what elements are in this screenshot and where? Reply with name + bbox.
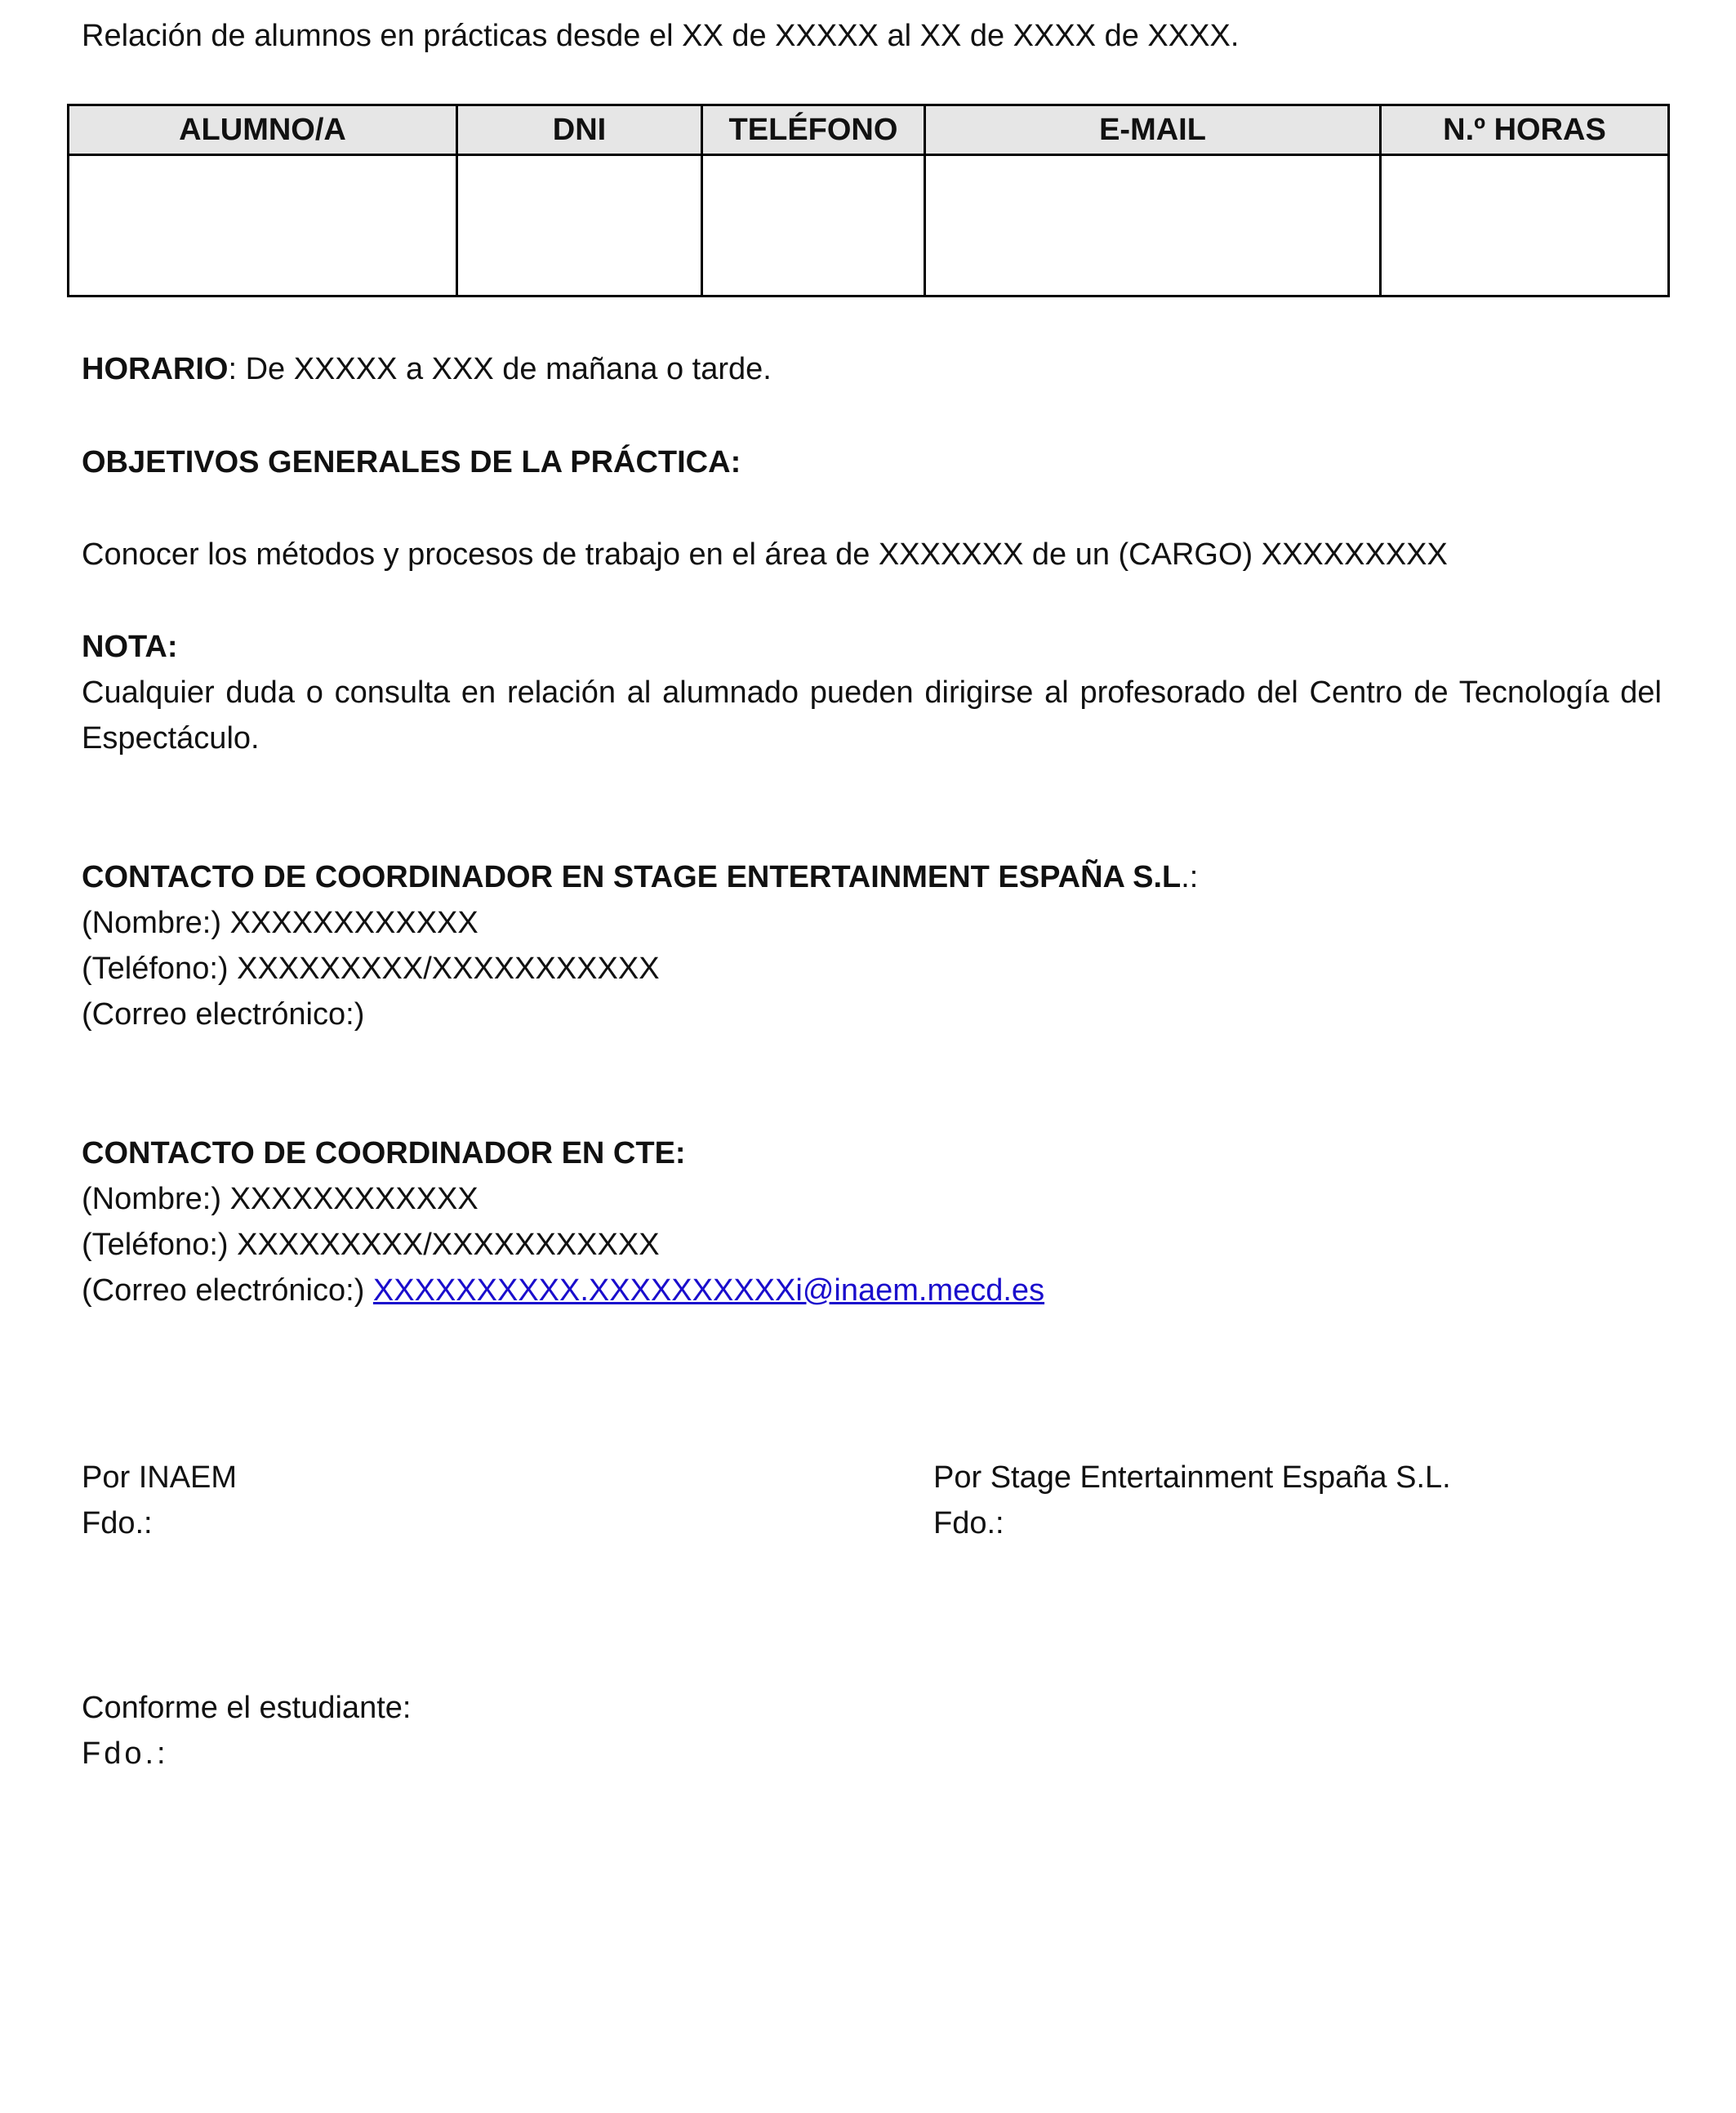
table-row [69,155,1669,296]
inaem-signature-block [82,1455,237,1546]
students-table [67,104,1670,297]
table-header-row [69,105,1669,155]
column-header-dni: DNI [457,105,702,155]
nota-text: Cualquier duda o consulta en relación al alumnado pueden dirigirse al profesorado del Centro de Tecnología del Espectáculo. [82,675,1662,756]
table-cell [457,155,702,296]
table-cell [925,155,1381,296]
inaem-signature-fdo: Fdo.: [82,1506,153,1540]
stage-signature-fdo: Fdo.: [933,1506,1004,1540]
cte-contact-phone: (Teléfono:) XXXXXXXXX/XXXXXXXXXXX [82,1228,660,1262]
objetivos-text: Conocer los métodos y procesos de trabajo en el área de XXXXXXX de un (CARGO) XXXXXXXXX [82,537,1448,572]
horario-label: HORARIO [82,352,229,386]
table-cell [702,155,925,296]
student-signature-label: Conforme el estudiante: [82,1691,412,1725]
column-header-email: E-MAIL [925,105,1381,155]
column-header-horas: N.º HORAS [1381,105,1669,155]
stage-signature-block [933,1455,1451,1546]
student-signature-block [82,1685,411,1776]
student-signature-fdo: Fdo.: [82,1736,169,1771]
stage-contact-title-end: .: [1181,860,1199,894]
nota-title: NOTA: [82,630,178,664]
stage-contact-title [82,854,1662,900]
column-header-telefono: TELÉFONO [702,105,925,155]
objetivos-title: OBJETIVOS GENERALES DE LA PRÁCTICA: [82,445,741,479]
table-cell [1381,155,1669,296]
stage-contact-title-bold: CONTACTO DE COORDINADOR EN STAGE ENTERTAINMENT ESPAÑA S.L [82,860,1182,894]
column-header-alumno: ALUMNO/A [69,105,457,155]
horario-text: : De XXXXX a XXX de mañana o tarde. [228,352,772,386]
intro-text: Relación de alumnos en prácticas desde el XX de XXXXX al XX de XXXX de XXXX. [82,19,1240,53]
cte-email-link[interactable]: XXXXXXXXXX.XXXXXXXXXXi@inaem.mecd.es [372,1273,1045,1308]
stage-contact-name: (Nombre:) XXXXXXXXXXXX [82,906,479,940]
cte-contact-title: CONTACTO DE COORDINADOR EN CTE: [82,1136,686,1170]
cte-contact-name: (Nombre:) XXXXXXXXXXXX [82,1182,479,1216]
cte-contact-section [82,1130,1662,1313]
cte-email-label: (Correo electrónico:) [82,1273,373,1308]
stage-contact-email: (Correo electrónico:) [82,997,365,1032]
inaem-signature-label: Por INAEM [82,1460,238,1495]
horario-paragraph [82,346,1662,392]
stage-signature-label: Por Stage Entertainment España S.L. [933,1460,1451,1495]
stage-contact-phone: (Teléfono:) XXXXXXXXX/XXXXXXXXXXX [82,952,660,986]
cte-contact-email [82,1268,1662,1313]
table-cell [69,155,457,296]
stage-contact-section [82,854,1662,1037]
